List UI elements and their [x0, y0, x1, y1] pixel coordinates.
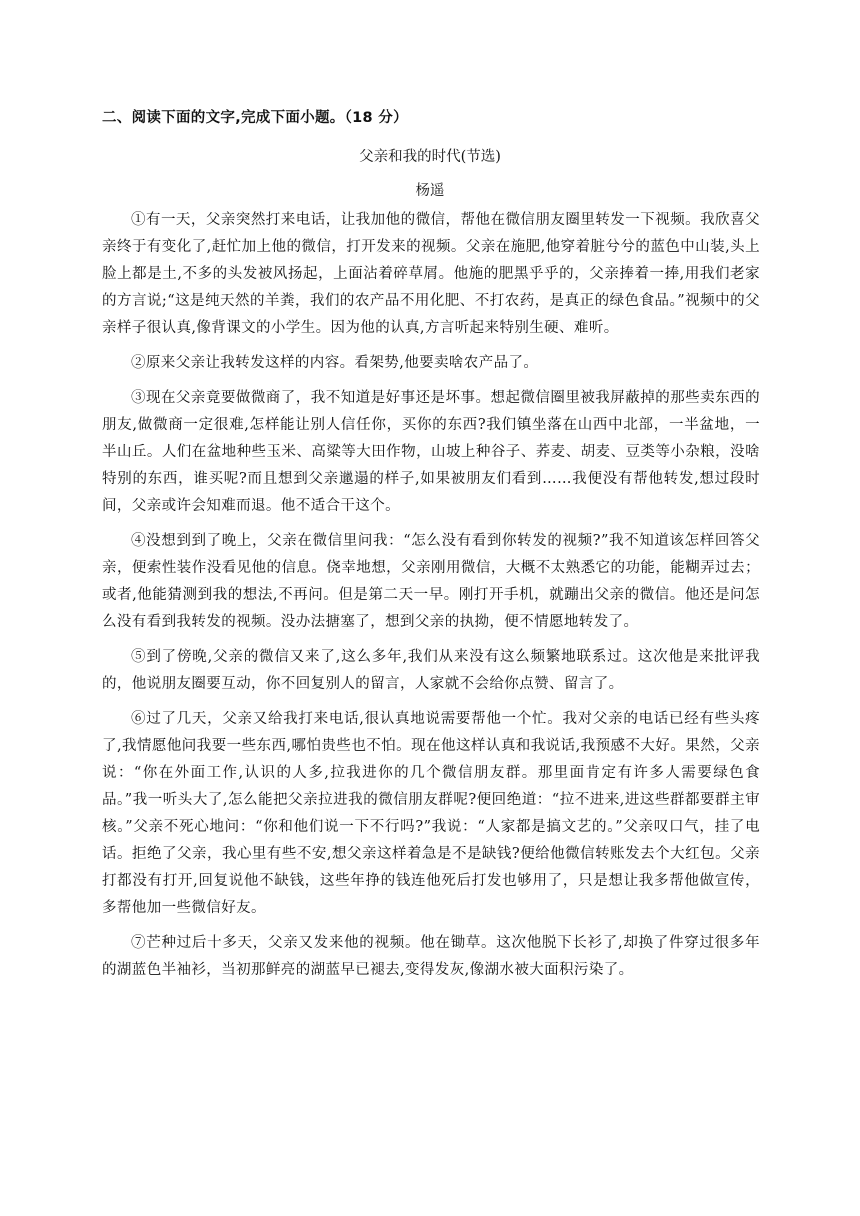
paragraph-3: ③现在父亲竟要做微商了，我不知道是好事还是坏事。想起微信圈里被我屏蔽掉的那些卖东西的朋友,做微商一定很难,怎样能让别人信任你，买你的东西?我们镇坐落在山西中北部，一半盆地，一半山丘。人们在盆地种些玉米、高粱等大田作物，山坡上种谷子、荞麦、胡麦、豆类等小杂粮，没啥特别的东西，谁买呢?而且想到父亲邋遢的样子,如果被朋友们看到……我便没有帮他转发,想过段时间，父亲或许会知难而退。他不适合干这个。: [102, 390, 760, 514]
paragraph-2: ②原来父亲让我转发这样的内容。看架势,他要卖啥农产品了。: [131, 355, 539, 371]
paragraph-5: ⑤到了傍晚,父亲的微信又来了,这么多年,我们从来没有这么频繁地联系过。这次他是来批评我的，他说朋友圈要互动，你不回复别人的留言，人家就不会给你点赞、留言了。: [102, 649, 760, 692]
article-author: 杨遥: [415, 183, 445, 199]
paragraph-6: ⑥过了几天，父亲又给我打来电话,很认真地说需要帮他一个忙。我对父亲的电话已经有些头疼了,我情愿他问我要一些东西,哪怕贵些也不怕。现在他这样认真和我说话,我预感不大好。果然，父亲说：“你在外面工作,认识的人多,拉我进你的几个微信朋友群。那里面肯定有许多人需要绿色食品。”我一听头大了,怎么能把父亲拉进我的微信朋友群呢?便回绝道：“拉不进来,进这些群都要群主审核。”父亲不死心地问：“你和他们说一下不行吗?”我说：“人家都是搞文艺的。”父亲叹口气，挂了电话。拒绝了父亲，我心里有些不安,想父亲这样着急是不是缺钱?便给他微信转账发去个大红包。父亲打都没有打开,回复说他不缺钱，这些年挣的钱连他死后打发也够用了，只是想让我多帮他做宣传，多帮他加一些微信好友。: [102, 711, 760, 916]
paragraph-4: ④没想到到了晚上，父亲在微信里问我：“怎么没有看到你转发的视频?”我不知道该怎样回答父亲，便索性装作没看见他的信息。侥幸地想，父亲刚用微信，大概不太熟悉它的功能，能糊弄过去；或者,他能猜测到我的想法,不再问。但是第二天一早。刚打开手机，就蹦出父亲的微信。他还是问怎么没有看到我转发的视频。没办法搪塞了，想到父亲的执拗，便不情愿地转发了。: [102, 533, 760, 630]
article-body: [102, 207, 760, 992]
paragraph-1: ①有一天，父亲突然打来电话，让我加他的微信，帮他在微信朋友圈里转发一下视频。我欣喜父亲终于有变化了,赶忙加上他的微信，打开发来的视频。父亲在施肥,他穿着脏兮兮的蓝色中山装,头上脸上都是土,不多的头发被风扬起，上面沾着碎草屑。他施的肥黑乎乎的，父亲捧着一捧,用我们老家的方言说;“这是纯天然的羊粪，我们的农产品不用化肥、不打农药，是真正的绿色食品。”视频中的父亲样子很认真,像背课文的小学生。因为他的认真,方言听起来特别生硬、难听。: [102, 212, 760, 336]
section-heading: 二、阅读下面的文字,完成下面小题。（18 分）: [102, 110, 408, 126]
paragraph-7: ⑦芒种过后十多天，父亲又发来他的视频。他在锄草。这次他脱下长衫了,却换了件穿过很多年的湖蓝色半袖衫，当初那鲜亮的湖蓝早已褪去,变得发灰,像湖水被大面积污染了。: [102, 935, 760, 978]
article-title: 父亲和我的时代(节选): [359, 149, 501, 165]
